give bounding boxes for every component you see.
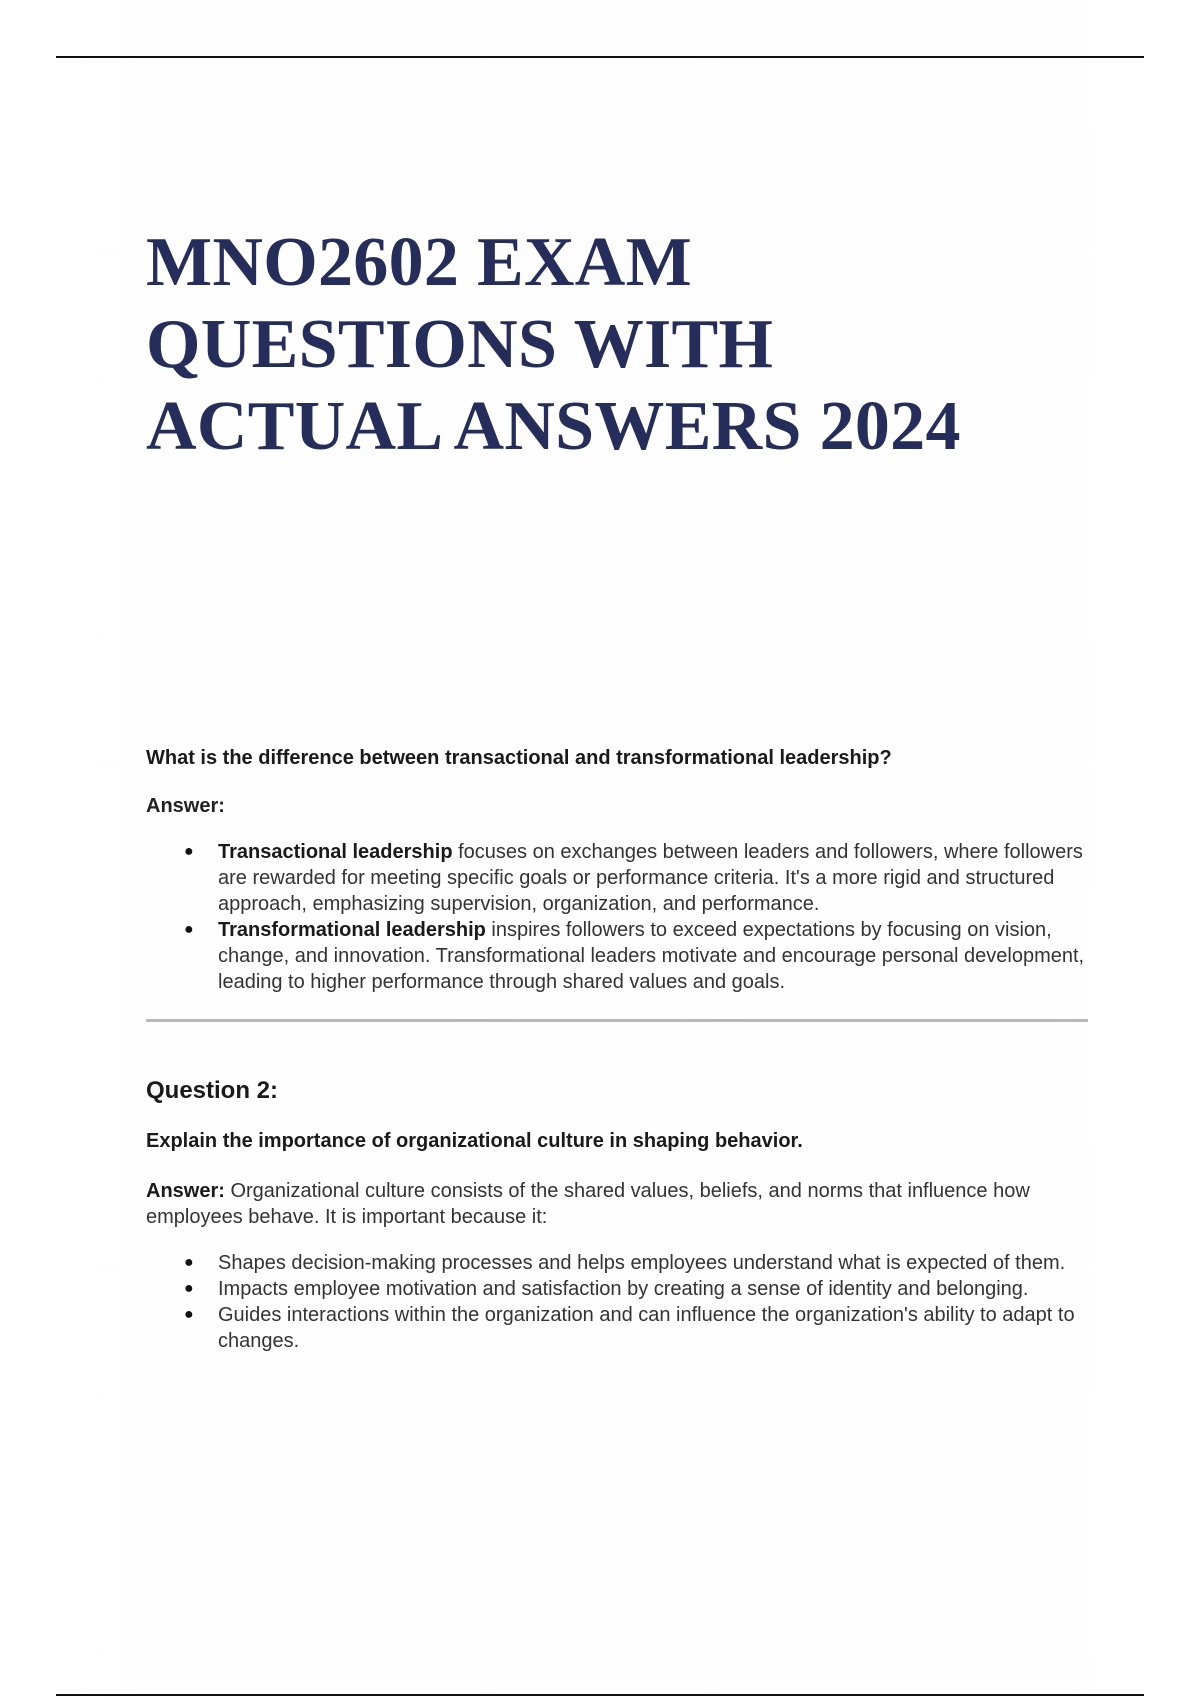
title-line: ACTUAL ANSWERS 2024 xyxy=(146,388,961,465)
bullet-text: Guides interactions within the organization and can influence the organization's ability to adapt to changes. xyxy=(218,1304,1075,1352)
question-2-text: Explain the importance of organizational culture in shaping behavior. xyxy=(146,1130,803,1152)
bullet-icon: ● xyxy=(184,921,194,938)
answer-1-label: Answer: xyxy=(146,795,225,817)
question-2-label: Question 2: xyxy=(146,1077,279,1104)
answer-2-list xyxy=(146,1250,1090,1354)
list-item xyxy=(146,917,1090,995)
bullet-icon: ● xyxy=(184,1306,194,1323)
bullet-term: Transformational leadership xyxy=(218,919,486,941)
footer-rule xyxy=(56,1694,1144,1696)
bullet-term: Transactional leadership xyxy=(218,841,453,863)
answer-2-text: Organizational culture consists of the shared values, beliefs, and norms that influence how employees behave. It is important because it: xyxy=(146,1180,1030,1228)
title-line: MNO2602 EXAM xyxy=(146,224,693,301)
question-1-text: What is the difference between transactional and transformational leadership? xyxy=(146,747,892,769)
section-divider xyxy=(146,1019,1088,1022)
answer-1-list xyxy=(146,839,1090,995)
answer-2-paragraph xyxy=(146,1178,1090,1230)
bullet-icon: ● xyxy=(184,1280,194,1297)
list-item xyxy=(146,1302,1090,1354)
bullet-text: focuses on exchanges between leaders and followers, where followers are rewarded for meeting specific goals or performance criteria. It's a more rigid and structured approach, emphasizing supervision, organization, and performance. xyxy=(218,841,1083,915)
bullet-text: inspires followers to exceed expectations by focusing on vision, change, and innovation. Transformational leaders motivate and encourage personal development, leading to higher performance through shared values and goals. xyxy=(218,919,1085,993)
bullet-icon: ● xyxy=(184,843,194,860)
list-item xyxy=(146,1250,1090,1276)
bullet-text: Shapes decision-making processes and helps employees understand what is expected of them. xyxy=(218,1252,1066,1274)
bullet-text: Impacts employee motivation and satisfaction by creating a sense of identity and belonging. xyxy=(218,1278,1029,1300)
bullet-icon: ● xyxy=(184,1254,194,1271)
header-rule xyxy=(56,56,1144,58)
list-item xyxy=(146,839,1090,917)
answer-2-label: Answer: xyxy=(146,1180,225,1202)
document-content xyxy=(146,745,1090,1354)
list-item xyxy=(146,1276,1090,1302)
title-line: QUESTIONS WITH xyxy=(146,306,774,383)
document-title xyxy=(146,222,1086,468)
